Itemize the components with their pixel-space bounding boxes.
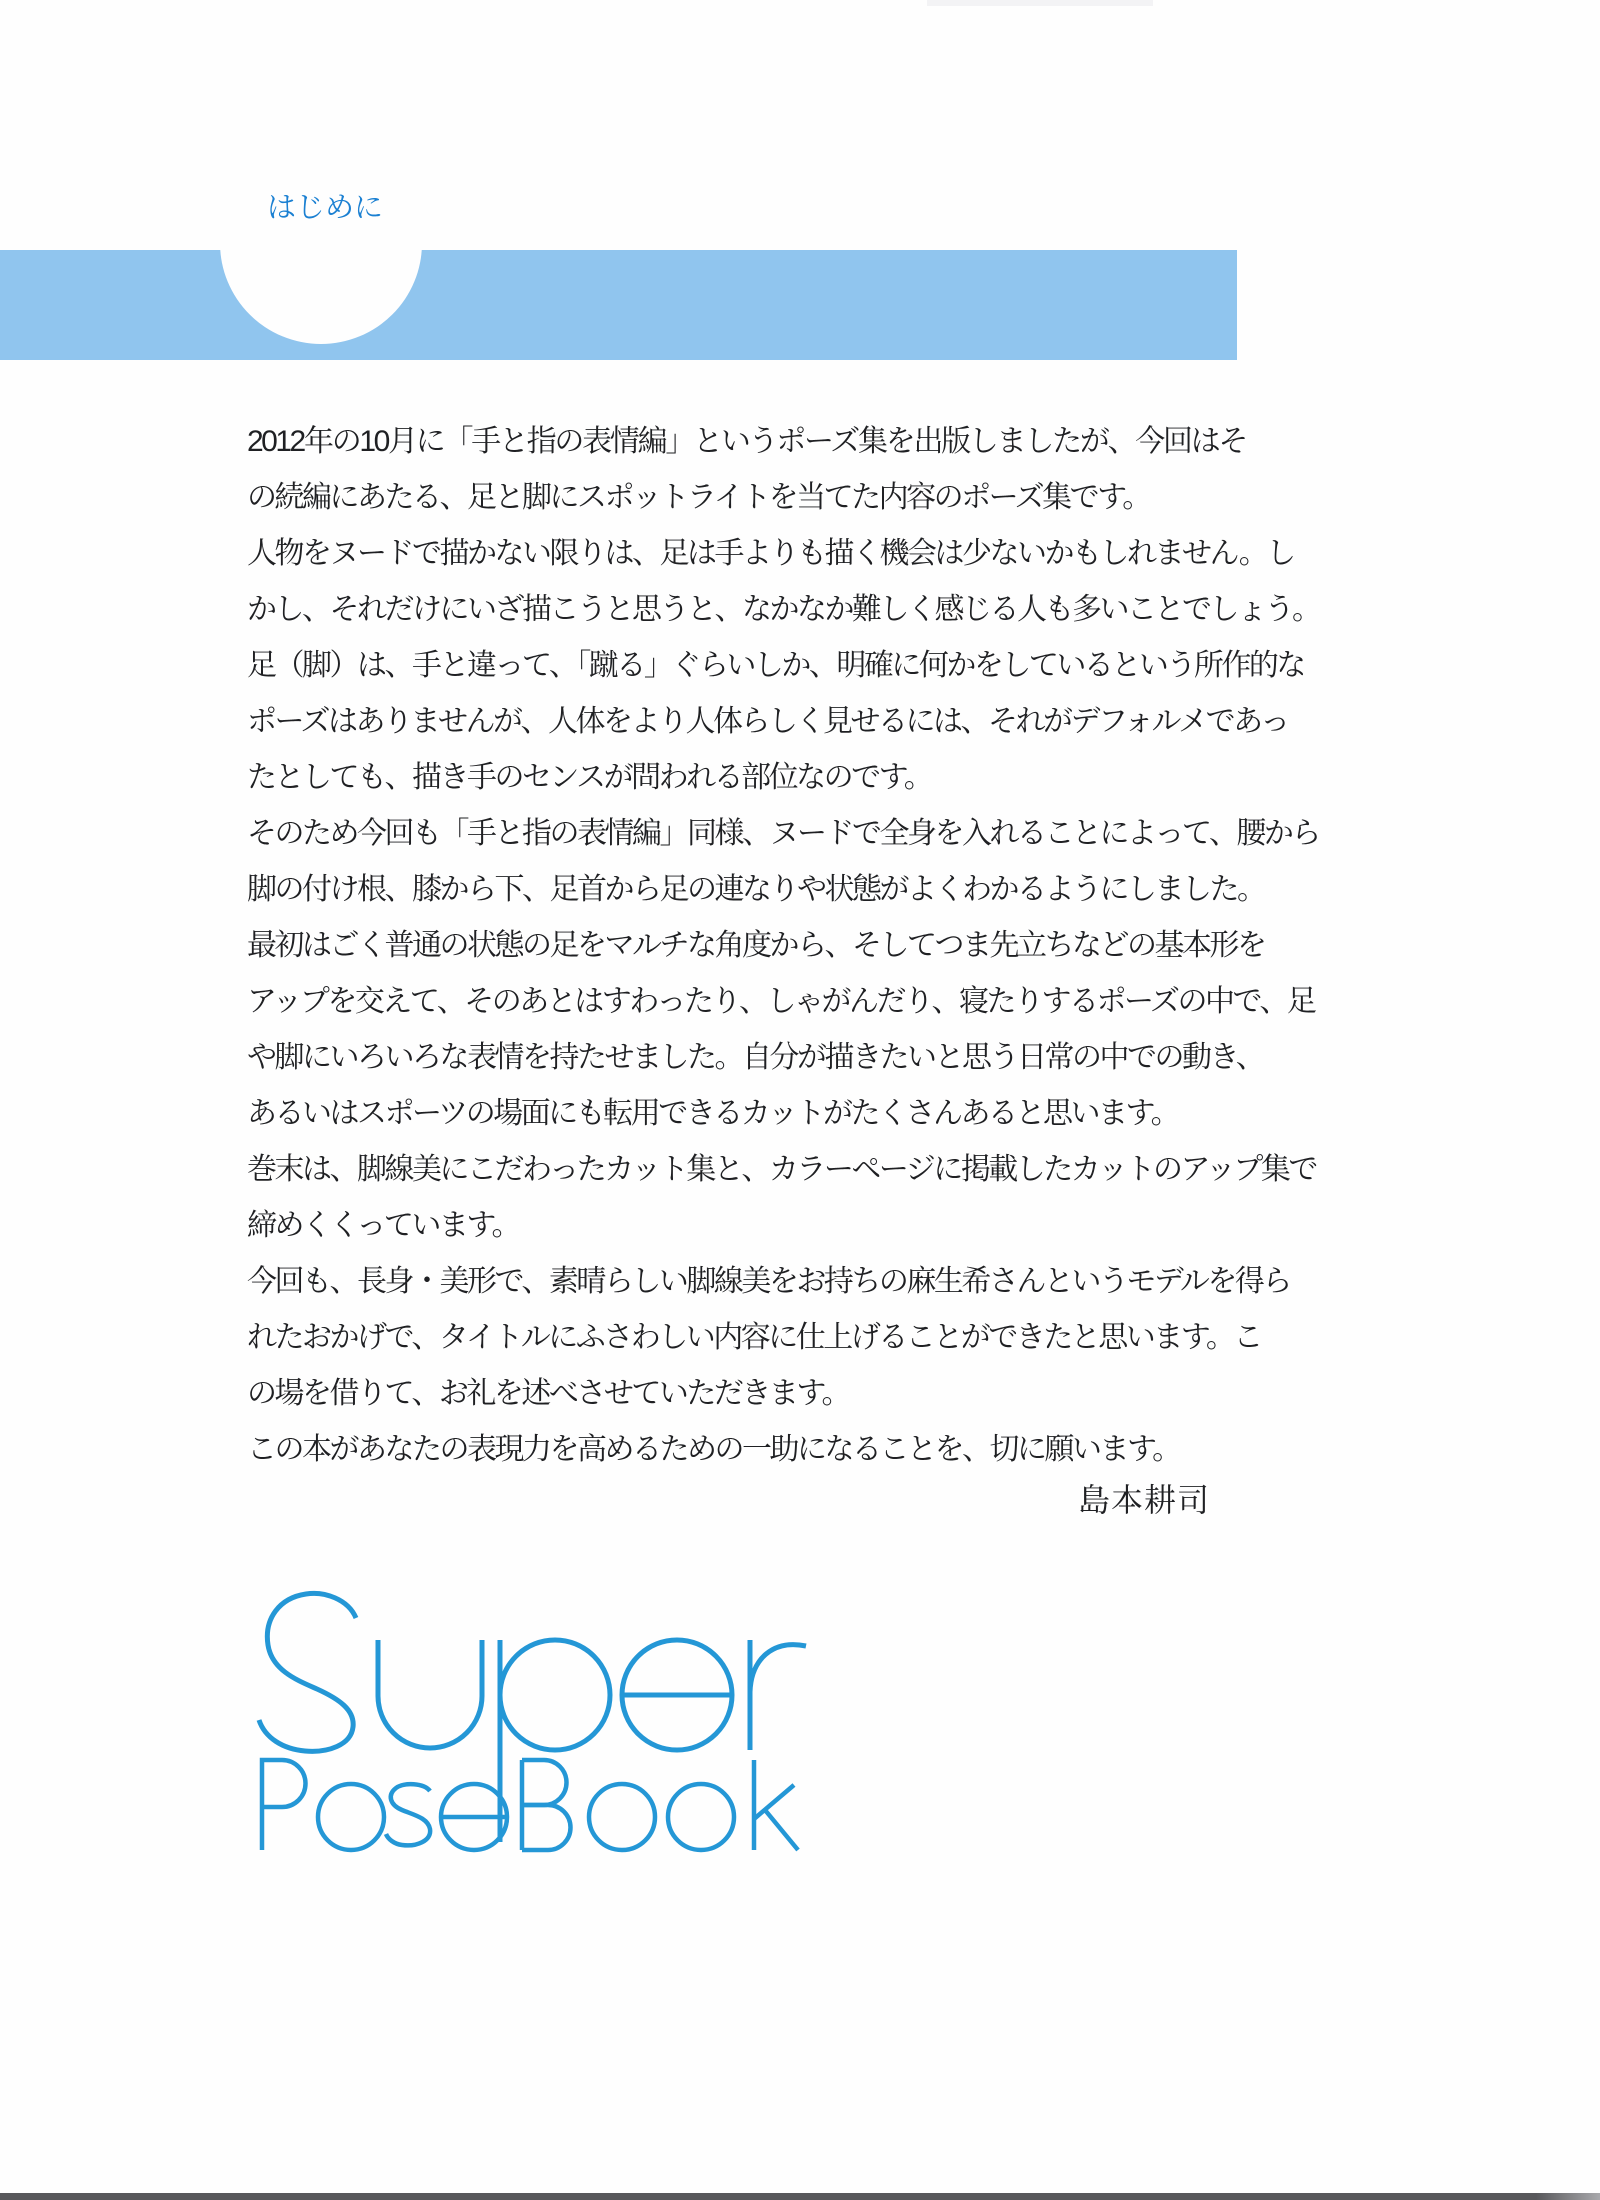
text-line: アップを交えて、そのあとはすわったり、しゃがんだり、寝たりするポーズの中で、足	[247, 985, 1315, 1018]
text-line: の続編にあたる、足と脚にスポットライトを当てた内容のポーズ集です。	[247, 481, 1150, 514]
text-line: ポーズはありませんが、人体をより人体らしく見せるには、それがデフォルメであっ	[247, 705, 1288, 738]
header-circle	[220, 142, 422, 344]
text-line: 足（脚）は、手と違って、「蹴る」ぐらいしか、明確に何かをしているという所作的な	[247, 649, 1304, 682]
text-line: 最初はごく普通の状態の足をマルチな角度から、そしてつま先立ちなどの基本形を	[247, 929, 1265, 962]
super-posebook-logo	[254, 1588, 810, 1860]
body-text	[247, 414, 1320, 1478]
text-line: かし、それだけにいざ描こうと思うと、なかなか難しく感じる人も多いことでしょう。	[247, 593, 1320, 626]
text-line: 脚の付け根、膝から下、足首から足の連なりや状態がよくわかるようにしました。	[247, 873, 1265, 906]
header-band	[0, 250, 1237, 360]
text-line: の場を借りて、お礼を述べさせていただきます。	[247, 1377, 849, 1410]
text-line: や脚にいろいろな表情を持たせました。自分が描きたいと思う日常の中での動き、	[247, 1041, 1264, 1074]
text-line: あるいはスポーツの場面にも転用できるカットがたくさんあると思います。	[247, 1097, 1179, 1130]
text-line: 巻末は、脚線美にこだわったカット集と、カラーページに掲載したカットのアップ集で	[247, 1153, 1316, 1186]
scan-edge-bottom-strip	[0, 2193, 1600, 2200]
page-title: はじめに	[267, 192, 384, 224]
text-line: 2012年の10月に「手と指の表情編」というポーズ集を出版しましたが、今回はそ	[247, 425, 1246, 458]
text-line: 人物をヌードで描かない限りは、足は手よりも描く機会は少ないかもしれません。し	[247, 537, 1294, 570]
text-line: 今回も、長身・美形で、素晴らしい脚線美をお持ちの麻生希さんというモデルを得ら	[247, 1265, 1290, 1298]
text-line: れたおかげで、タイトルにふさわしい内容に仕上げることができたと思います。こ	[247, 1321, 1261, 1354]
author-name: 島本耕司	[1077, 1482, 1210, 1518]
logo-lettering	[254, 1588, 810, 1860]
text-line: この本があなたの表現力を高めるための一助になることを、切に願います。	[247, 1433, 1180, 1466]
text-line: たとしても、描き手のセンスが問われる部位なのです。	[247, 761, 932, 794]
text-line: そのため今回も「手と指の表情編」同様、ヌードで全身を入れることによって、腰から	[247, 817, 1319, 850]
text-line: 締めくくっています。	[247, 1209, 519, 1242]
scan-edge-top-strip	[927, 0, 1153, 6]
